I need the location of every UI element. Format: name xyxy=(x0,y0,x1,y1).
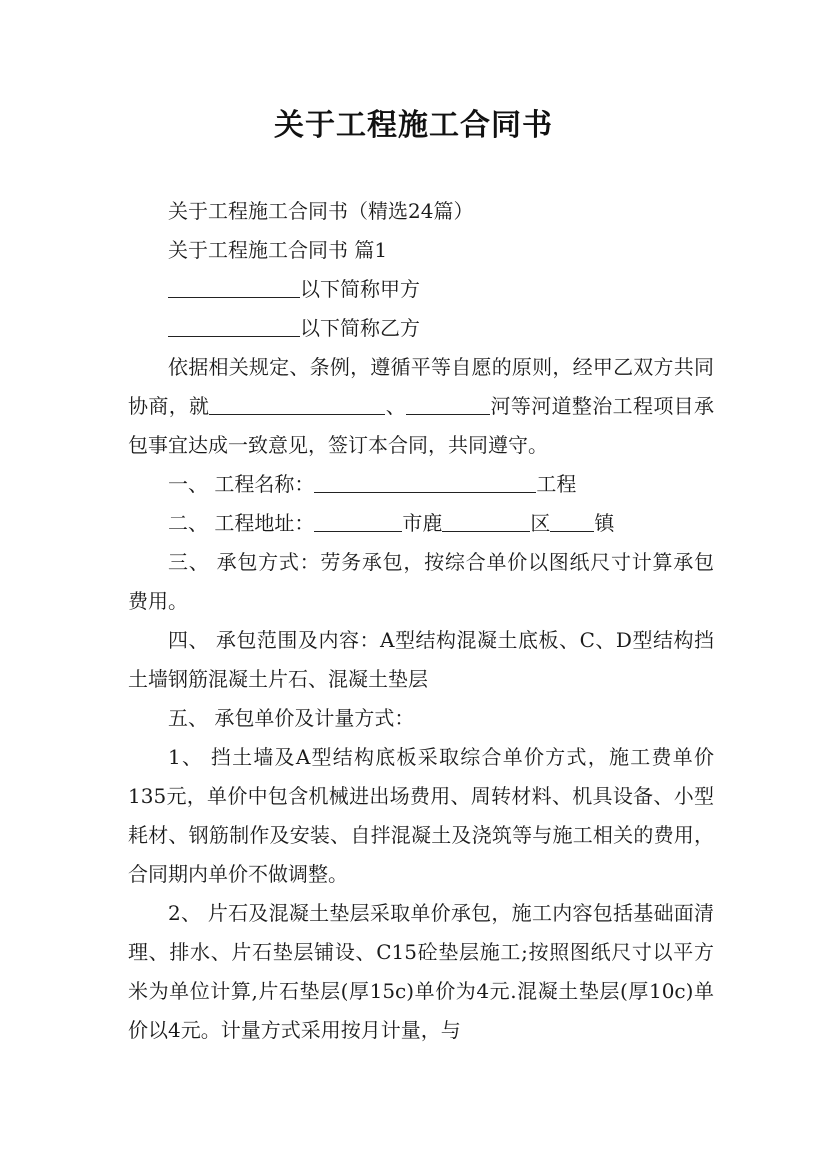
intro-paragraph: 依据相关规定、条例，遵循平等自愿的原则，经甲乙双方共同协商，就 、 河等河道整治工程项目承包事宜达成一致意见，签订本合同，共同遵守。 xyxy=(128,355,715,457)
clause-pricing-item-2: 2、 片石及混凝土垫层采取单价承包，施工内容包括基础面清理、排水、片石垫层铺设、C15砼垫层施工;按照图纸尺寸以平方米为单位计算,片石垫层(厚15c)单价为4元.混凝土垫层(厚10c)单价以4元。计量方式采用按月计量，与 xyxy=(128,901,714,1042)
section-heading: 关于工程施工合同书 篇1 xyxy=(168,238,388,262)
blank-underline xyxy=(550,509,594,532)
blank-underline xyxy=(314,470,536,493)
document-title: 关于工程施工合同书 xyxy=(274,108,553,143)
party-a-line xyxy=(128,270,714,309)
party-b-line xyxy=(128,309,714,348)
clause-pricing-item-1: 1、 挡土墙及A型结构底板采取综合单价方式，施工费单价135元，单价中包含机械进出场费用、周转材料、机具设备、小型耗材、钢筋制作及安装、自拌混凝土及浇筑等与施工相关的费用，合同期内单价不做调整。 xyxy=(128,745,714,886)
clause-project-name: 一、 工程名称： 工程 xyxy=(168,472,577,496)
blank-underline xyxy=(209,392,385,415)
party-a-label: 以下简称甲方 xyxy=(300,277,420,301)
blank-underline xyxy=(442,509,530,532)
document-body xyxy=(128,192,714,1050)
blank-underline xyxy=(168,314,300,337)
clause-project-address: 二、 工程地址： 市鹿 区 镇 xyxy=(168,511,615,535)
clause-contract-method: 三、 承包方式：劳务承包，按综合单价以图纸尺寸计算承包费用。 xyxy=(128,550,714,613)
party-b-label: 以下简称乙方 xyxy=(300,316,420,340)
clause-pricing-heading: 五、 承包单价及计量方式： xyxy=(168,706,415,730)
clause-scope: 四、 承包范围及内容：A型结构混凝土底板、C、D型结构挡土墙钢筋混凝土片石、混凝土垫层 xyxy=(128,628,714,691)
blank-underline xyxy=(168,275,300,298)
blank-underline xyxy=(314,509,402,532)
subtitle-paragraph: 关于工程施工合同书（精选24篇） xyxy=(168,199,474,223)
blank-underline xyxy=(406,392,490,415)
